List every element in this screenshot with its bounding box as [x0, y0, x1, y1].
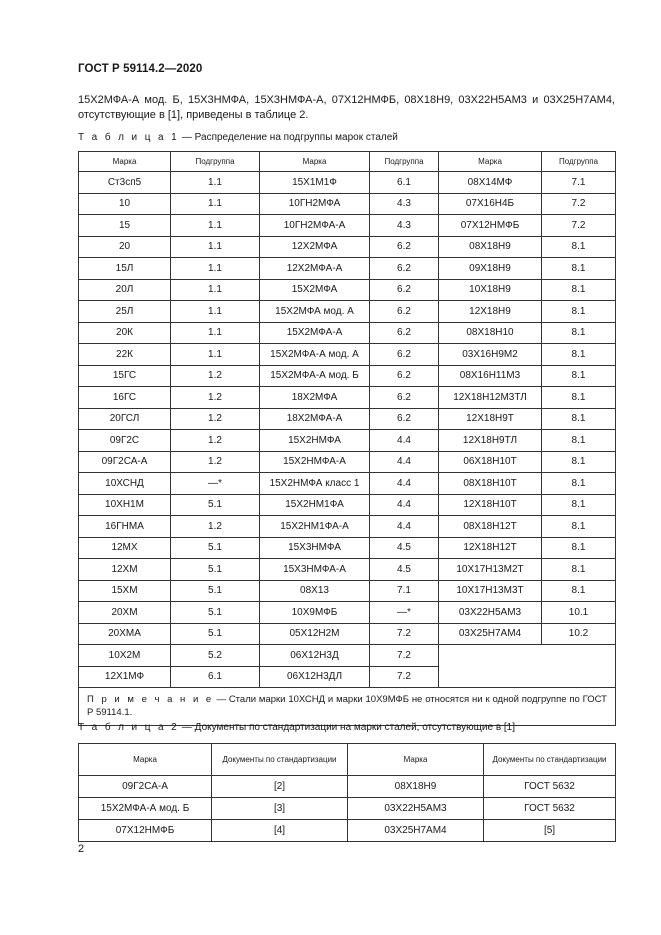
steel-grade-cell: 15Х2МФА — [260, 279, 370, 301]
steel-grade-cell: 15Х3НМФА — [260, 537, 370, 559]
steel-grade-cell: 07Х12НМФБ — [439, 215, 542, 237]
subgroup-cell: 7.1 — [542, 172, 616, 194]
steel-grade-cell: 08Х18Н9 — [439, 236, 542, 258]
table1-body — [79, 152, 616, 726]
subgroup-cell: 5.1 — [171, 537, 260, 559]
steel-grade-cell: 08Х18Н10 — [439, 322, 542, 344]
subgroup-cell: 7.2 — [542, 193, 616, 215]
steel-grade-cell: 12Х2МФА-А — [260, 258, 370, 280]
steel-grade-cell: 12Х18Н12М3ТЛ — [439, 387, 542, 409]
table1-row — [79, 516, 616, 538]
subgroup-cell: 4.4 — [370, 473, 439, 495]
steel-grade-cell: 07Х12НМФБ — [79, 820, 212, 842]
subgroup-cell: —* — [171, 473, 260, 495]
steel-grade-cell: 15Х2МФА-А мод. А — [260, 344, 370, 366]
subgroup-cell: 6.2 — [370, 387, 439, 409]
table2-row — [79, 798, 616, 820]
subgroup-cell: 7.1 — [370, 580, 439, 602]
table1-row — [79, 666, 616, 688]
steel-grade-cell: 06Х18Н10Т — [439, 451, 542, 473]
subgroup-cell: 8.1 — [542, 322, 616, 344]
table1-note — [79, 688, 616, 726]
document-cell: [3] — [212, 798, 348, 820]
steel-grade-cell: 10ХСНД — [79, 473, 171, 495]
table2-row — [79, 776, 616, 798]
table1-row — [79, 344, 616, 366]
subgroup-cell: 8.1 — [542, 344, 616, 366]
subgroup-cell: 1.1 — [171, 344, 260, 366]
steel-grade-cell: 09Г2СА-А — [79, 451, 171, 473]
subgroup-cell: 4.4 — [370, 430, 439, 452]
steel-grade-cell: 07Х16Н4Б — [439, 193, 542, 215]
steel-grade-cell: 03Х25Н7АМ4 — [348, 820, 484, 842]
subgroup-cell: 4.5 — [370, 559, 439, 581]
note-text: — Стали марки 10ХСНД и марки 10Х9МФБ не относятся ни к одной подгруппе по ГОСТ Р 59114.1. — [87, 694, 607, 718]
steel-grade-cell: 20ХМ — [79, 602, 171, 624]
steel-grade-cell: 10Х17Н13М2Т — [439, 559, 542, 581]
subgroup-cell: 8.1 — [542, 301, 616, 323]
steel-grade-cell: 09Г2С — [79, 430, 171, 452]
table1-header-cell: Подгруппа — [542, 152, 616, 172]
table2-header-cell: Марка — [79, 744, 212, 776]
document-cell: [4] — [212, 820, 348, 842]
table1-header-cell: Марка — [260, 152, 370, 172]
table1-header-cell: Подгруппа — [171, 152, 260, 172]
steel-grade-cell: 12Х1МФ — [79, 666, 171, 688]
subgroup-cell: 6.2 — [370, 344, 439, 366]
subgroup-cell: 1.1 — [171, 279, 260, 301]
subgroup-cell: 8.1 — [542, 537, 616, 559]
table1-row — [79, 494, 616, 516]
document-cell: [2] — [212, 776, 348, 798]
steel-grade-cell: 03Х22Н5АМ3 — [439, 602, 542, 624]
steel-grade-cell: 15Х2НМ1ФА-А — [260, 516, 370, 538]
steel-grade-cell: 10Х17Н13М3Т — [439, 580, 542, 602]
subgroup-cell: 6.2 — [370, 365, 439, 387]
standard-header: ГОСТ Р 59114.2—2020 — [78, 63, 203, 75]
steel-grade-cell: 15Х2НМ1ФА — [260, 494, 370, 516]
subgroup-cell: 1.2 — [171, 430, 260, 452]
steel-grade-cell: 15Х2МФА-А мод. Б — [260, 365, 370, 387]
subgroup-cell: 5.1 — [171, 602, 260, 624]
table1-row — [79, 602, 616, 624]
steel-grade-cell: 10Х9МФБ — [260, 602, 370, 624]
table2-header-cell: Документы по стандартизации — [212, 744, 348, 776]
table1-row — [79, 430, 616, 452]
steel-grade-cell: 06Х12Н3ДЛ — [260, 666, 370, 688]
steel-grade-cell: 10ХН1М — [79, 494, 171, 516]
table2-body — [79, 744, 616, 842]
steel-grade-cell: 18Х2МФА — [260, 387, 370, 409]
steel-grade-cell: 15Х3НМФА-А — [260, 559, 370, 581]
subgroup-cell: 4.4 — [370, 516, 439, 538]
steel-grade-cell: 12Х18Н10Т — [439, 494, 542, 516]
table1-row — [79, 387, 616, 409]
subgroup-cell: 8.1 — [542, 408, 616, 430]
subgroup-cell: 5.2 — [171, 645, 260, 667]
steel-grade-cell: 12Х18Н9Т — [439, 408, 542, 430]
subgroup-cell: 8.1 — [542, 494, 616, 516]
steel-grade-cell: 20Л — [79, 279, 171, 301]
table1-row — [79, 559, 616, 581]
subgroup-cell: 6.2 — [370, 236, 439, 258]
steel-grade-cell: 08Х18Н9 — [348, 776, 484, 798]
steel-grade-cell: 08Х13 — [260, 580, 370, 602]
steel-grade-cell: 12МХ — [79, 537, 171, 559]
subgroup-cell: 6.2 — [370, 322, 439, 344]
subgroup-cell: 8.1 — [542, 258, 616, 280]
document-cell: ГОСТ 5632 — [484, 798, 616, 820]
steel-grade-cell: 20ХМА — [79, 623, 171, 645]
steel-grade-cell: 12ХМ — [79, 559, 171, 581]
subgroup-cell: —* — [370, 602, 439, 624]
table1-header-cell: Марка — [79, 152, 171, 172]
steel-grade-cell: 15Х1М1Ф — [260, 172, 370, 194]
subgroup-cell: 5.1 — [171, 494, 260, 516]
subgroup-cell: 8.1 — [542, 451, 616, 473]
steel-grade-cell: 15Х2НМФА-А — [260, 451, 370, 473]
subgroup-cell: 7.2 — [542, 215, 616, 237]
subgroup-cell: 8.1 — [542, 580, 616, 602]
document-cell: ГОСТ 5632 — [484, 776, 616, 798]
subgroup-cell: 8.1 — [542, 516, 616, 538]
table1 — [78, 151, 616, 726]
steel-grade-cell: 10Х18Н9 — [439, 279, 542, 301]
subgroup-cell: 6.2 — [370, 279, 439, 301]
steel-grade-cell: 22К — [79, 344, 171, 366]
table1-row — [79, 193, 616, 215]
steel-grade-cell: 05Х12Н2М — [260, 623, 370, 645]
steel-grade-cell: 10Х2М — [79, 645, 171, 667]
table1-row — [79, 645, 616, 667]
subgroup-cell: 1.1 — [171, 258, 260, 280]
subgroup-cell: 1.1 — [171, 236, 260, 258]
table1-row — [79, 172, 616, 194]
steel-grade-cell: 15 — [79, 215, 171, 237]
steel-grade-cell: 03Х22Н5АМ3 — [348, 798, 484, 820]
steel-grade-cell: 15Х2МФА-А — [260, 322, 370, 344]
steel-grade-cell: 15ХМ — [79, 580, 171, 602]
subgroup-cell: 7.2 — [370, 666, 439, 688]
steel-grade-cell: 15Х2НМФА класс 1 — [260, 473, 370, 495]
empty-cell — [542, 666, 616, 688]
steel-grade-cell: 10ГН2МФА-А — [260, 215, 370, 237]
table1-note-row — [79, 688, 616, 726]
steel-grade-cell: 15Л — [79, 258, 171, 280]
subgroup-cell: 1.2 — [171, 365, 260, 387]
table2-caption-label: Т а б л и ц а 2 — [78, 722, 180, 733]
steel-grade-cell: 15Х2НМФА — [260, 430, 370, 452]
subgroup-cell: 6.1 — [171, 666, 260, 688]
document-cell: [5] — [484, 820, 616, 842]
subgroup-cell: 10.2 — [542, 623, 616, 645]
subgroup-cell: 5.1 — [171, 623, 260, 645]
subgroup-cell: 7.2 — [370, 645, 439, 667]
subgroup-cell: 6.1 — [370, 172, 439, 194]
steel-grade-cell: 09Г2СА-А — [79, 776, 212, 798]
steel-grade-cell: 08Х18Н12Т — [439, 516, 542, 538]
page-number: 2 — [78, 843, 85, 855]
steel-grade-cell: 12Х18Н9ТЛ — [439, 430, 542, 452]
table1-row — [79, 236, 616, 258]
table2-row — [79, 820, 616, 842]
steel-grade-cell: 12Х18Н9 — [439, 301, 542, 323]
steel-grade-cell: 09Х18Н9 — [439, 258, 542, 280]
table1-row — [79, 215, 616, 237]
subgroup-cell: 5.1 — [171, 580, 260, 602]
steel-grade-cell: 15Х2МФА-А мод. Б — [79, 798, 212, 820]
steel-grade-cell: 10ГН2МФА — [260, 193, 370, 215]
steel-grade-cell: 06Х12Н3Д — [260, 645, 370, 667]
steel-grade-cell: Ст3сп5 — [79, 172, 171, 194]
empty-cell — [439, 645, 542, 667]
subgroup-cell: 6.2 — [370, 301, 439, 323]
subgroup-cell: 4.4 — [370, 494, 439, 516]
steel-grade-cell: 10 — [79, 193, 171, 215]
steel-grade-cell: 18Х2МФА-А — [260, 408, 370, 430]
subgroup-cell: 4.4 — [370, 451, 439, 473]
subgroup-cell: 1.2 — [171, 387, 260, 409]
steel-grade-cell: 08Х14МФ — [439, 172, 542, 194]
subgroup-cell: 1.2 — [171, 516, 260, 538]
table1-row — [79, 580, 616, 602]
steel-grade-cell: 03Х25Н7АМ4 — [439, 623, 542, 645]
steel-grade-cell: 25Л — [79, 301, 171, 323]
table1-header-cell: Марка — [439, 152, 542, 172]
steel-grade-cell: 20 — [79, 236, 171, 258]
steel-grade-cell: 15Х2МФА мод. А — [260, 301, 370, 323]
table1-row — [79, 537, 616, 559]
table1-row — [79, 451, 616, 473]
steel-grade-cell: 12Х18Н12Т — [439, 537, 542, 559]
subgroup-cell: 1.2 — [171, 408, 260, 430]
subgroup-cell: 1.1 — [171, 193, 260, 215]
steel-grade-cell: 12Х2МФА — [260, 236, 370, 258]
subgroup-cell: 1.1 — [171, 322, 260, 344]
table1-row — [79, 623, 616, 645]
subgroup-cell: 8.1 — [542, 236, 616, 258]
steel-grade-cell: 08Х16Н11М3 — [439, 365, 542, 387]
table2-header-row — [79, 744, 616, 776]
subgroup-cell: 1.1 — [171, 301, 260, 323]
subgroup-cell: 8.1 — [542, 365, 616, 387]
table2-caption — [78, 722, 515, 733]
table1-row — [79, 258, 616, 280]
table1-caption-label: Т а б л и ц а 1 — [78, 132, 180, 143]
table1-row — [79, 408, 616, 430]
table1-row — [79, 365, 616, 387]
steel-grade-cell: 16ГС — [79, 387, 171, 409]
subgroup-cell: 7.2 — [370, 623, 439, 645]
empty-cell — [439, 666, 542, 688]
subgroup-cell: 8.1 — [542, 559, 616, 581]
subgroup-cell: 8.1 — [542, 279, 616, 301]
table1-row — [79, 473, 616, 495]
table2-header-cell: Марка — [348, 744, 484, 776]
table1-header-row — [79, 152, 616, 172]
note-label: П р и м е ч а н и е — [87, 694, 214, 705]
subgroup-cell: 10.1 — [542, 602, 616, 624]
steel-grade-cell: 20ГСЛ — [79, 408, 171, 430]
subgroup-cell: 5.1 — [171, 559, 260, 581]
intro-paragraph: 15Х2МФА-А мод. Б, 15Х3НМФА, 15Х3НМФА-А, 07Х12НМФБ, 08Х18Н9, 03Х22Н5АМ3 и 03Х25Н7АМ4, отсутствующие в [1], приведены в таблице 2. — [78, 94, 615, 121]
table1-row — [79, 279, 616, 301]
table2 — [78, 743, 616, 842]
subgroup-cell: 1.2 — [171, 451, 260, 473]
table1-header-cell: Подгруппа — [370, 152, 439, 172]
subgroup-cell: 6.2 — [370, 258, 439, 280]
steel-grade-cell: 08Х18Н10Т — [439, 473, 542, 495]
table1-caption — [78, 132, 398, 143]
steel-grade-cell: 15ГС — [79, 365, 171, 387]
subgroup-cell: 8.1 — [542, 473, 616, 495]
subgroup-cell: 4.5 — [370, 537, 439, 559]
table1-caption-text: — Распределение на подгруппы марок сталей — [179, 132, 398, 143]
subgroup-cell: 8.1 — [542, 387, 616, 409]
table2-header-cell: Документы по стандартизации — [484, 744, 616, 776]
steel-grade-cell: 03Х16Н9М2 — [439, 344, 542, 366]
subgroup-cell: 1.1 — [171, 215, 260, 237]
steel-grade-cell: 16ГНМА — [79, 516, 171, 538]
subgroup-cell: 4.3 — [370, 215, 439, 237]
table2-caption-text: — Документы по стандартизации на марки сталей, отсутствующие в [1] — [179, 722, 516, 733]
table1-row — [79, 301, 616, 323]
subgroup-cell: 8.1 — [542, 430, 616, 452]
steel-grade-cell: 20К — [79, 322, 171, 344]
subgroup-cell: 4.3 — [370, 193, 439, 215]
table1-row — [79, 322, 616, 344]
subgroup-cell: 1.1 — [171, 172, 260, 194]
empty-cell — [542, 645, 616, 667]
subgroup-cell: 6.2 — [370, 408, 439, 430]
